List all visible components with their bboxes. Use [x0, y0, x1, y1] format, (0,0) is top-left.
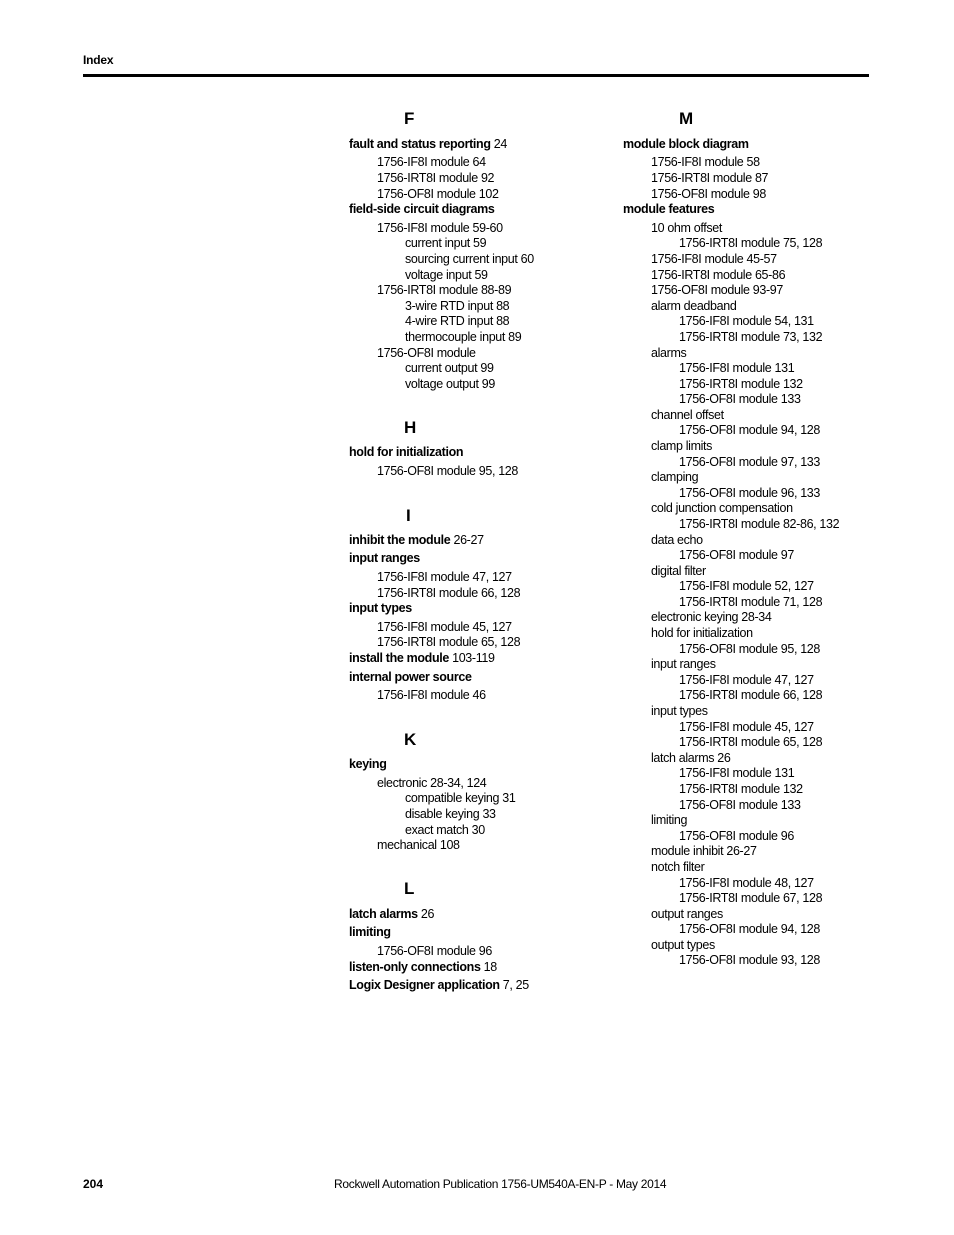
index-subsubentry: 3-wire RTD input 88	[405, 299, 510, 313]
index-subentry: 1756-IF8I module 45-57	[651, 252, 777, 266]
index-term: field-side circuit diagrams	[349, 202, 495, 216]
index-subsubentry: 1756-IRT8I module 73, 132	[679, 330, 823, 344]
index-subentry: mechanical 108	[377, 838, 460, 852]
index-term: module features	[623, 202, 715, 216]
index-subsubentry: compatible keying 31	[405, 791, 516, 805]
index-subsubentry: current input 59	[405, 236, 487, 250]
index-subentry: channel offset	[651, 408, 724, 422]
index-subsubentry: sourcing current input 60	[405, 252, 534, 266]
index-subsubentry: voltage input 59	[405, 268, 488, 282]
index-subentry: 1756-OF8I module 93-97	[651, 283, 783, 297]
index-subentry: hold for initialization	[651, 626, 753, 640]
index-term: Logix Designer application	[349, 978, 500, 992]
index-subentry: 1756-IRT8I module 87	[651, 171, 769, 185]
index-subsubentry: 1756-OF8I module 133	[679, 798, 801, 812]
index-subentry: cold junction compensation	[651, 501, 793, 515]
index-term: listen-only connections	[349, 960, 481, 974]
index-subentry: 1756-IRT8I module 65, 128	[377, 635, 521, 649]
index-subsubentry: 1756-OF8I module 96, 133	[679, 486, 821, 500]
index-subsubentry: 1756-IRT8I module 132	[679, 377, 803, 391]
index-subsubentry: 1756-OF8I module 97	[679, 548, 794, 562]
index-pages: 26-27	[450, 533, 484, 547]
index-subentry: 1756-IRT8I module 66, 128	[377, 586, 521, 600]
index-subsubentry: 1756-IRT8I module 75, 128	[679, 236, 823, 250]
index-subsubentry: 1756-OF8I module 93, 128	[679, 953, 821, 967]
running-head: Index	[83, 53, 114, 67]
index-subsubentry: 1756-IRT8I module 71, 128	[679, 595, 823, 609]
section-letter-l: L	[404, 879, 415, 898]
index-term: install the module	[349, 651, 449, 665]
index-subentry: output ranges	[651, 907, 723, 921]
index-term: limiting	[349, 925, 391, 939]
index-pages: 7, 25	[499, 978, 529, 992]
index-term: latch alarms	[349, 907, 418, 921]
index-subsubentry: 1756-OF8I module 96	[679, 829, 794, 843]
index-subentry: 1756-IF8I module 58	[651, 155, 760, 169]
index-subsubentry: 1756-OF8I module 94, 128	[679, 423, 821, 437]
index-subentry: 1756-IRT8I module 88-89	[377, 283, 512, 297]
index-subsubentry: 1756-IF8I module 54, 131	[679, 314, 814, 328]
index-subentry: 1756-OF8I module 102	[377, 187, 499, 201]
index-subentry: output types	[651, 938, 715, 952]
index-subentry: input ranges	[651, 657, 716, 671]
index-subsubentry: current output 99	[405, 361, 494, 375]
index-subsubentry: disable keying 33	[405, 807, 496, 821]
section-letter-m: M	[679, 109, 693, 128]
index-subentry: notch filter	[651, 860, 705, 874]
index-subentry: alarms	[651, 346, 687, 360]
index-subsubentry: 1756-IRT8I module 82-86, 132	[679, 517, 840, 531]
index-term: input ranges	[349, 551, 420, 565]
index-subsubentry: 1756-IF8I module 131	[679, 361, 795, 375]
index-subentry: clamping	[651, 470, 699, 484]
index-subentry: 1756-IRT8I module 65-86	[651, 268, 786, 282]
index-pages: 26	[417, 907, 435, 921]
index-subsubentry: 1756-OF8I module 133	[679, 392, 801, 406]
index-subentry: 1756-OF8I module 98	[651, 187, 766, 201]
index-subentry: electronic 28-34, 124	[377, 776, 487, 790]
index-term: hold for initialization	[349, 445, 464, 459]
index-entry	[623, 137, 749, 152]
index-pages: 24	[490, 137, 507, 151]
index-entry	[623, 202, 714, 217]
index-term: internal power source	[349, 670, 472, 684]
index-term: fault and status reporting	[349, 137, 491, 151]
section-letter-f: F	[404, 109, 415, 128]
index-subsubentry: 1756-IRT8I module 67, 128	[679, 891, 823, 905]
index-subentry: alarm deadband	[651, 299, 737, 313]
index-subsubentry: 1756-OF8I module 95, 128	[679, 642, 821, 656]
index-subsubentry: exact match 30	[405, 823, 485, 837]
index-subentry: module inhibit 26-27	[651, 844, 757, 858]
index-subentry: data echo	[651, 533, 703, 547]
index-subentry: 1756-IF8I module 45, 127	[377, 620, 512, 634]
index-subentry: 1756-OF8I module 96	[377, 944, 492, 958]
index-subsubentry: 4-wire RTD input 88	[405, 314, 510, 328]
index-subsubentry: 1756-IF8I module 47, 127	[679, 673, 814, 687]
index-subsubentry: 1756-IF8I module 48, 127	[679, 876, 814, 890]
index-subentry: 1756-IF8I module 59-60	[377, 221, 503, 235]
index-subentry: 1756-OF8I module	[377, 346, 476, 360]
index-term: keying	[349, 757, 387, 771]
section-letter-i: I	[406, 506, 411, 525]
index-subsubentry: thermocouple input 89	[405, 330, 522, 344]
section-letter-k: K	[404, 730, 416, 749]
index-subentry: clamp limits	[651, 439, 713, 453]
index-term: module block diagram	[623, 137, 749, 151]
index-subsubentry: 1756-IF8I module 45, 127	[679, 720, 814, 734]
section-letter-h: H	[404, 418, 416, 437]
index-subentry: limiting	[651, 813, 688, 827]
index-subsubentry: 1756-IF8I module 131	[679, 766, 795, 780]
index-pages: 18	[480, 960, 497, 974]
index-subentry: 1756-IRT8I module 92	[377, 171, 495, 185]
index-subsubentry: 1756-IRT8I module 132	[679, 782, 803, 796]
index-pages: 103-119	[448, 651, 495, 665]
index-subentry: 1756-IF8I module 46	[377, 688, 486, 702]
index-subsubentry: 1756-IRT8I module 65, 128	[679, 735, 823, 749]
index-subentry: 1756-IF8I module 47, 127	[377, 570, 512, 584]
index-subsubentry: 1756-OF8I module 97, 133	[679, 455, 821, 469]
index-subentry: 1756-IF8I module 64	[377, 155, 486, 169]
index-subentry: digital filter	[651, 564, 706, 578]
index-subsubentry: 1756-IRT8I module 66, 128	[679, 688, 823, 702]
index-subentry: 1756-OF8I module 95, 128	[377, 464, 519, 478]
index-subentry: electronic keying 28-34	[651, 610, 772, 624]
index-subsubentry: voltage output 99	[405, 377, 495, 391]
page-number: 204	[83, 1177, 104, 1191]
index-term: inhibit the module	[349, 533, 451, 547]
index-subentry: 10 ohm offset	[651, 221, 722, 235]
publication-footer: Rockwell Automation Publication 1756-UM540A-EN-P - May 2014	[334, 1177, 667, 1191]
index-subentry: input types	[651, 704, 708, 718]
index-subsubentry: 1756-IF8I module 52, 127	[679, 579, 814, 593]
index-term: input types	[349, 601, 412, 615]
index-subsubentry: 1756-OF8I module 94, 128	[679, 922, 821, 936]
index-subentry: latch alarms 26	[651, 751, 731, 765]
